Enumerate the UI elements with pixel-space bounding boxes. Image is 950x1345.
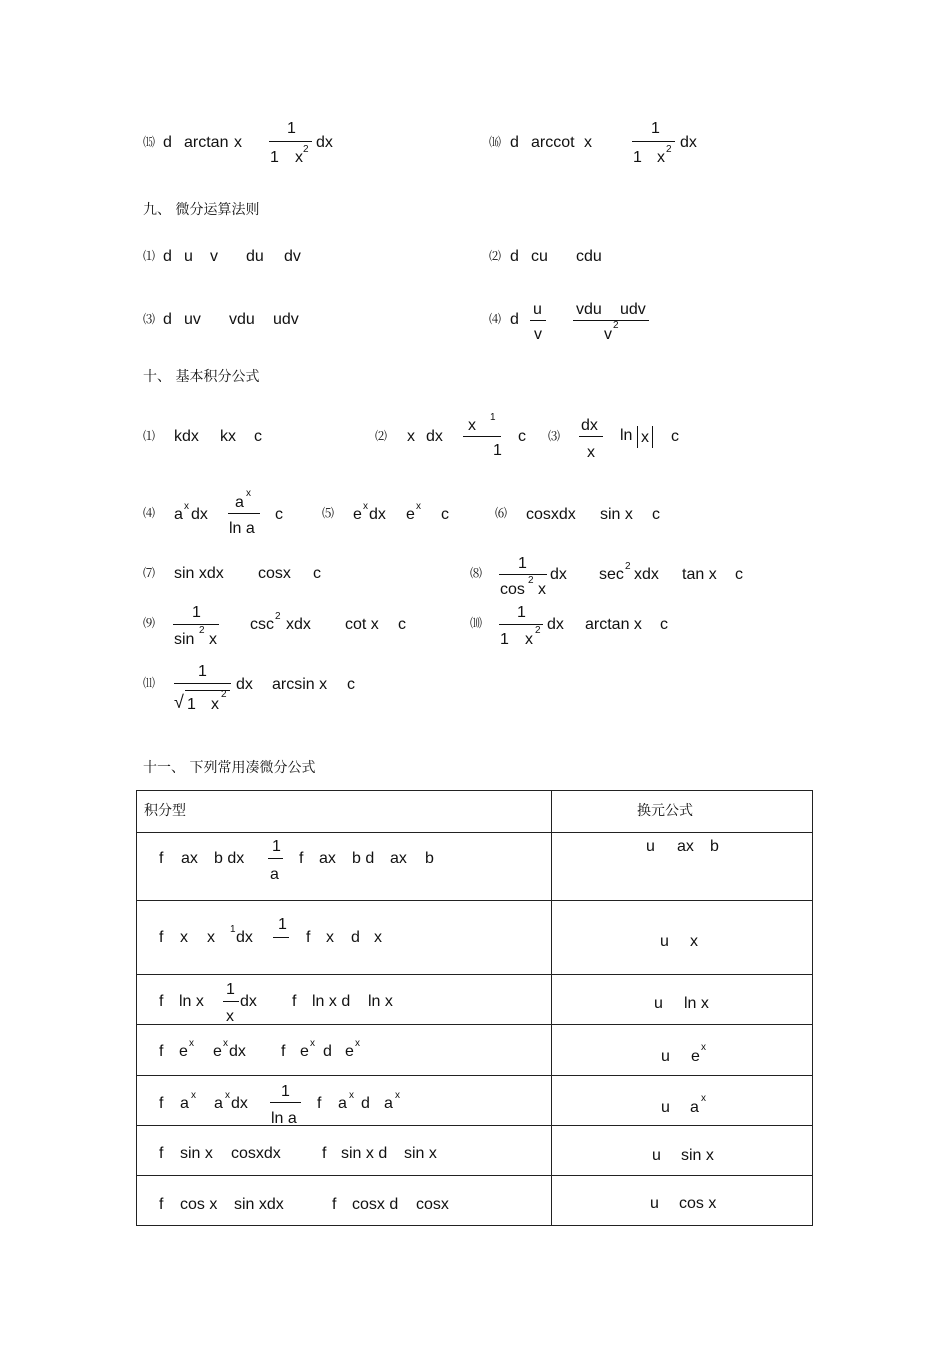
formula-text: d (163, 134, 172, 151)
table-cell-text: f (281, 1043, 286, 1060)
fraction-numerator: 1 (278, 916, 287, 933)
formula-text: c (652, 506, 660, 523)
formula-text: c (275, 506, 283, 523)
table-cell-text: ax (181, 850, 198, 867)
table-cell-text: f (332, 1196, 337, 1213)
table-cell-text: u (652, 1147, 661, 1164)
table-cell-text: u (660, 933, 669, 950)
item-number: ⒃ (489, 135, 502, 149)
exponent: 2 (221, 689, 227, 700)
table-cell-text: a (338, 1095, 347, 1112)
table-cell-text: a (180, 1095, 189, 1112)
exponent: x (416, 501, 421, 512)
table-cell-text: ln x (684, 995, 709, 1012)
fraction-bar (632, 141, 675, 142)
fraction-bar (530, 320, 546, 321)
fraction-numerator: u (533, 301, 542, 318)
formula-text: dx (550, 566, 567, 583)
table-cell-text: f (159, 1145, 164, 1162)
formula-text: cu (531, 248, 548, 265)
table-cell-text: f (159, 929, 164, 946)
formula-text: arctan (184, 134, 229, 151)
exponent: x (310, 1038, 315, 1049)
formula-text: sin x (600, 506, 633, 523)
table-cell-text: b (425, 850, 434, 867)
item-number: ⑶ (548, 429, 561, 443)
table-cell-text: f (317, 1095, 322, 1112)
table-cell-text: b d (352, 850, 375, 867)
table-cell-text: d (323, 1043, 332, 1060)
fraction-bar (174, 683, 231, 684)
fraction-denominator: sin (174, 631, 195, 648)
formula-text: d (510, 311, 519, 328)
table-cell-text: b dx (214, 850, 245, 867)
fraction-numerator: 1 (198, 663, 207, 680)
formula-text: dx (547, 616, 564, 633)
fraction-denominator: ln a (271, 1110, 297, 1127)
table-cell-text: u (654, 995, 663, 1012)
exponent: 2 (528, 575, 534, 586)
section-heading: 十、 基本积分公式 (143, 369, 260, 385)
exponent: 1 (490, 412, 496, 423)
table-cell-text: sin x (404, 1145, 437, 1162)
formula-text: dx (236, 676, 253, 693)
exponent: x (225, 1090, 230, 1101)
fraction-bar (579, 436, 603, 437)
table-cell-text: ln x (179, 993, 204, 1010)
formula-text: c (347, 676, 355, 693)
table-cell-text: dx (231, 1095, 248, 1112)
formula-text: c (398, 616, 406, 633)
table-cell-text: cos x (679, 1195, 717, 1212)
formula-text: csc (250, 616, 274, 633)
table-cell-text: ax (390, 850, 407, 867)
exponent: x (701, 1042, 706, 1053)
exponent: 2 (666, 144, 672, 155)
table-header: 积分型 (144, 803, 186, 819)
fraction-denominator: x (657, 149, 665, 166)
table-row-divider (136, 1175, 813, 1176)
fraction-denominator: 1 (187, 696, 196, 713)
formula-text: xdx (634, 566, 659, 583)
formula-text: du (246, 248, 264, 265)
formula-text: cdu (576, 248, 602, 265)
formula-text: x (407, 428, 415, 445)
sqrt-icon: √ (174, 692, 184, 712)
table-cell-text: cosxdx (231, 1145, 281, 1162)
fraction-denominator: 1 (493, 442, 502, 459)
item-number: ⑵ (489, 249, 502, 263)
exponent: x (184, 501, 189, 512)
table-cell-text: x (326, 929, 334, 946)
table-cell-text: f (306, 929, 311, 946)
table-row-divider (136, 1075, 813, 1076)
table-cell-text: f (299, 850, 304, 867)
table-row-divider (136, 1024, 813, 1025)
table-cell-text: f (159, 993, 164, 1010)
exponent: x (355, 1038, 360, 1049)
table-cell-text: sin xdx (234, 1196, 284, 1213)
formula-text: arccot (531, 134, 575, 151)
table-cell-text: d (361, 1095, 370, 1112)
table-row-divider (136, 832, 813, 833)
fraction-numerator: 1 (281, 1083, 290, 1100)
table-cell-text: x (374, 929, 382, 946)
formula-text: kx (220, 428, 236, 445)
formula-text: c (441, 506, 449, 523)
fraction-bar (268, 858, 283, 859)
formula-text: d (510, 134, 519, 151)
fraction-bar (499, 574, 547, 575)
table-cell-text: dx (236, 929, 253, 946)
fraction-denominator: cos (500, 581, 525, 598)
abs-bar (637, 426, 638, 448)
formula-text: vdu (229, 311, 255, 328)
table-cell-text: dx (229, 1043, 246, 1060)
table-cell-text: u (661, 1048, 670, 1065)
table-cell-text: dx (240, 993, 257, 1010)
table-cell-text: sin x d (341, 1145, 388, 1162)
item-number: ⑺ (143, 566, 156, 580)
formula-text: c (518, 428, 526, 445)
formula-text: kdx (174, 428, 199, 445)
fraction-numerator: dx (581, 417, 598, 434)
formula-text: c (313, 565, 321, 582)
table-cell-text: f (292, 993, 297, 1010)
formula-text: dx (680, 134, 697, 151)
formula-text: ln (620, 427, 633, 444)
formula-text: x (584, 134, 592, 151)
formula-text: dv (284, 248, 301, 265)
exponent: 2 (303, 144, 309, 155)
formula-text: e (406, 506, 415, 523)
fraction-numerator: udv (620, 301, 646, 318)
formula-text: a (174, 506, 183, 523)
exponent: 2 (535, 625, 541, 636)
fraction-numerator: 1 (517, 604, 526, 621)
fraction-denominator: x (209, 631, 217, 648)
exponent: x (701, 1093, 706, 1104)
fraction-numerator: 1 (651, 120, 660, 137)
item-number: ⑽ (470, 616, 483, 630)
table-cell-text: f (322, 1145, 327, 1162)
table-cell-text: a (214, 1095, 223, 1112)
fraction-denominator: 1 (270, 149, 279, 166)
fraction-numerator: x (468, 417, 476, 434)
table-header: 换元公式 (637, 803, 693, 819)
formula-text: x (641, 429, 649, 446)
exponent: 2 (613, 320, 619, 331)
fraction-denominator: ln a (229, 520, 255, 537)
section-heading: 十一、 下列常用凑微分公式 (143, 760, 316, 776)
formula-text: sec (599, 566, 624, 583)
fraction-bar (270, 1102, 301, 1103)
fraction-bar (269, 141, 312, 142)
fraction-numerator: a (235, 494, 244, 511)
table-cell-text: ax (319, 850, 336, 867)
formula-text: udv (273, 311, 299, 328)
formula-text: dx (191, 506, 208, 523)
table-column-divider (551, 790, 552, 1226)
table-cell-text: x (690, 933, 698, 950)
fraction-bar (228, 513, 260, 514)
formula-text: d (163, 248, 172, 265)
table-cell-text: x (180, 929, 188, 946)
fraction-numerator: 1 (287, 120, 296, 137)
exponent: 2 (275, 611, 281, 622)
fraction-bar (273, 937, 289, 938)
item-number: ⑹ (495, 506, 508, 520)
fraction-denominator: x (295, 149, 303, 166)
table-cell-text: b (710, 838, 719, 855)
table-row-divider (136, 900, 813, 901)
table-cell-text: u (650, 1195, 659, 1212)
fraction-denominator: x (538, 581, 546, 598)
item-number: ⑾ (143, 676, 156, 690)
item-number: ⑵ (375, 429, 388, 443)
item-number: ⑷ (489, 312, 502, 326)
exponent: x (189, 1038, 194, 1049)
formula-text: x (234, 134, 242, 151)
fraction-numerator: 1 (226, 981, 235, 998)
formula-text: dx (316, 134, 333, 151)
fraction-denominator: x (525, 631, 533, 648)
formula-text: arctan x (585, 616, 642, 633)
item-number: ⒂ (143, 135, 156, 149)
formula-text: v (210, 248, 218, 265)
formula-text: tan x (682, 566, 717, 583)
table-cell-text: a (690, 1099, 699, 1116)
formula-text: c (671, 428, 679, 445)
exponent: x (395, 1090, 400, 1101)
table-cell-text: sin x (681, 1147, 714, 1164)
table-row-divider (136, 974, 813, 975)
fraction-denominator: x (587, 444, 595, 461)
table-cell-text: ax (677, 838, 694, 855)
table-cell-text: d (351, 929, 360, 946)
table-cell-text: e (300, 1043, 309, 1060)
abs-bar (652, 426, 653, 448)
table-cell-text: e (179, 1043, 188, 1060)
item-number: ⑴ (143, 249, 156, 263)
section-heading: 九、 微分运算法则 (143, 202, 260, 218)
formula-text: d (163, 311, 172, 328)
table-cell-text: a (384, 1095, 393, 1112)
formula-text: dx (369, 506, 386, 523)
formula-text: u (184, 248, 193, 265)
fraction-bar (223, 1001, 239, 1002)
formula-text: cosx (258, 565, 291, 582)
item-number: ⑸ (322, 506, 335, 520)
fraction-denominator: 1 (633, 149, 642, 166)
table-cell-text: f (159, 1095, 164, 1112)
table-cell-text: cos x (180, 1196, 218, 1213)
formula-text: e (353, 506, 362, 523)
exponent: 1 (230, 924, 236, 935)
item-number: ⑷ (143, 506, 156, 520)
fraction-numerator: 1 (518, 555, 527, 572)
item-number: ⑻ (470, 566, 483, 580)
table-cell-text: x (207, 929, 215, 946)
formula-text: arcsin x (272, 676, 328, 693)
fraction-denominator: a (270, 866, 279, 883)
formula-text: sin xdx (174, 565, 224, 582)
exponent: 2 (199, 625, 205, 636)
fraction-bar (573, 320, 649, 321)
fraction-denominator: x (226, 1008, 234, 1025)
table-cell-text: f (159, 1196, 164, 1213)
exponent: x (363, 501, 368, 512)
formula-text: cot x (345, 616, 379, 633)
table-cell-text: ln x d (312, 993, 351, 1010)
fraction-denominator: v (534, 326, 542, 343)
formula-text: xdx (286, 616, 311, 633)
table-cell-text: f (159, 1043, 164, 1060)
fraction-denominator: 1 (500, 631, 509, 648)
table-cell-text: e (345, 1043, 354, 1060)
formula-text: c (660, 616, 668, 633)
formula-text: c (735, 566, 743, 583)
table-cell-text: cosx d (352, 1196, 399, 1213)
item-number: ⑶ (143, 312, 156, 326)
formula-text: cosxdx (526, 506, 576, 523)
formula-text: d (510, 248, 519, 265)
table-cell-text: f (159, 850, 164, 867)
table-cell-text: cosx (416, 1196, 449, 1213)
fraction-bar (463, 436, 501, 437)
table-cell-text: u (661, 1099, 670, 1116)
formula-text: dx (426, 428, 443, 445)
fraction-numerator: vdu (576, 301, 602, 318)
exponent: x (246, 488, 251, 499)
exponent: 2 (625, 561, 631, 572)
formula-text: c (254, 428, 262, 445)
fraction-denominator: x (211, 696, 219, 713)
table-cell-text: e (213, 1043, 222, 1060)
table-cell-text: u (646, 838, 655, 855)
item-number: ⑴ (143, 429, 156, 443)
fraction-denominator: v (604, 326, 612, 343)
table-cell-text: ln x (368, 993, 393, 1010)
fraction-numerator: 1 (192, 604, 201, 621)
table-cell-text: e (691, 1048, 700, 1065)
formula-text: uv (184, 311, 201, 328)
exponent: x (349, 1090, 354, 1101)
exponent: x (223, 1038, 228, 1049)
table-row-divider (136, 1125, 813, 1126)
item-number: ⑼ (143, 616, 156, 630)
fraction-bar (173, 624, 219, 625)
fraction-numerator: 1 (272, 838, 281, 855)
exponent: x (191, 1090, 196, 1101)
table-cell-text: sin x (180, 1145, 213, 1162)
